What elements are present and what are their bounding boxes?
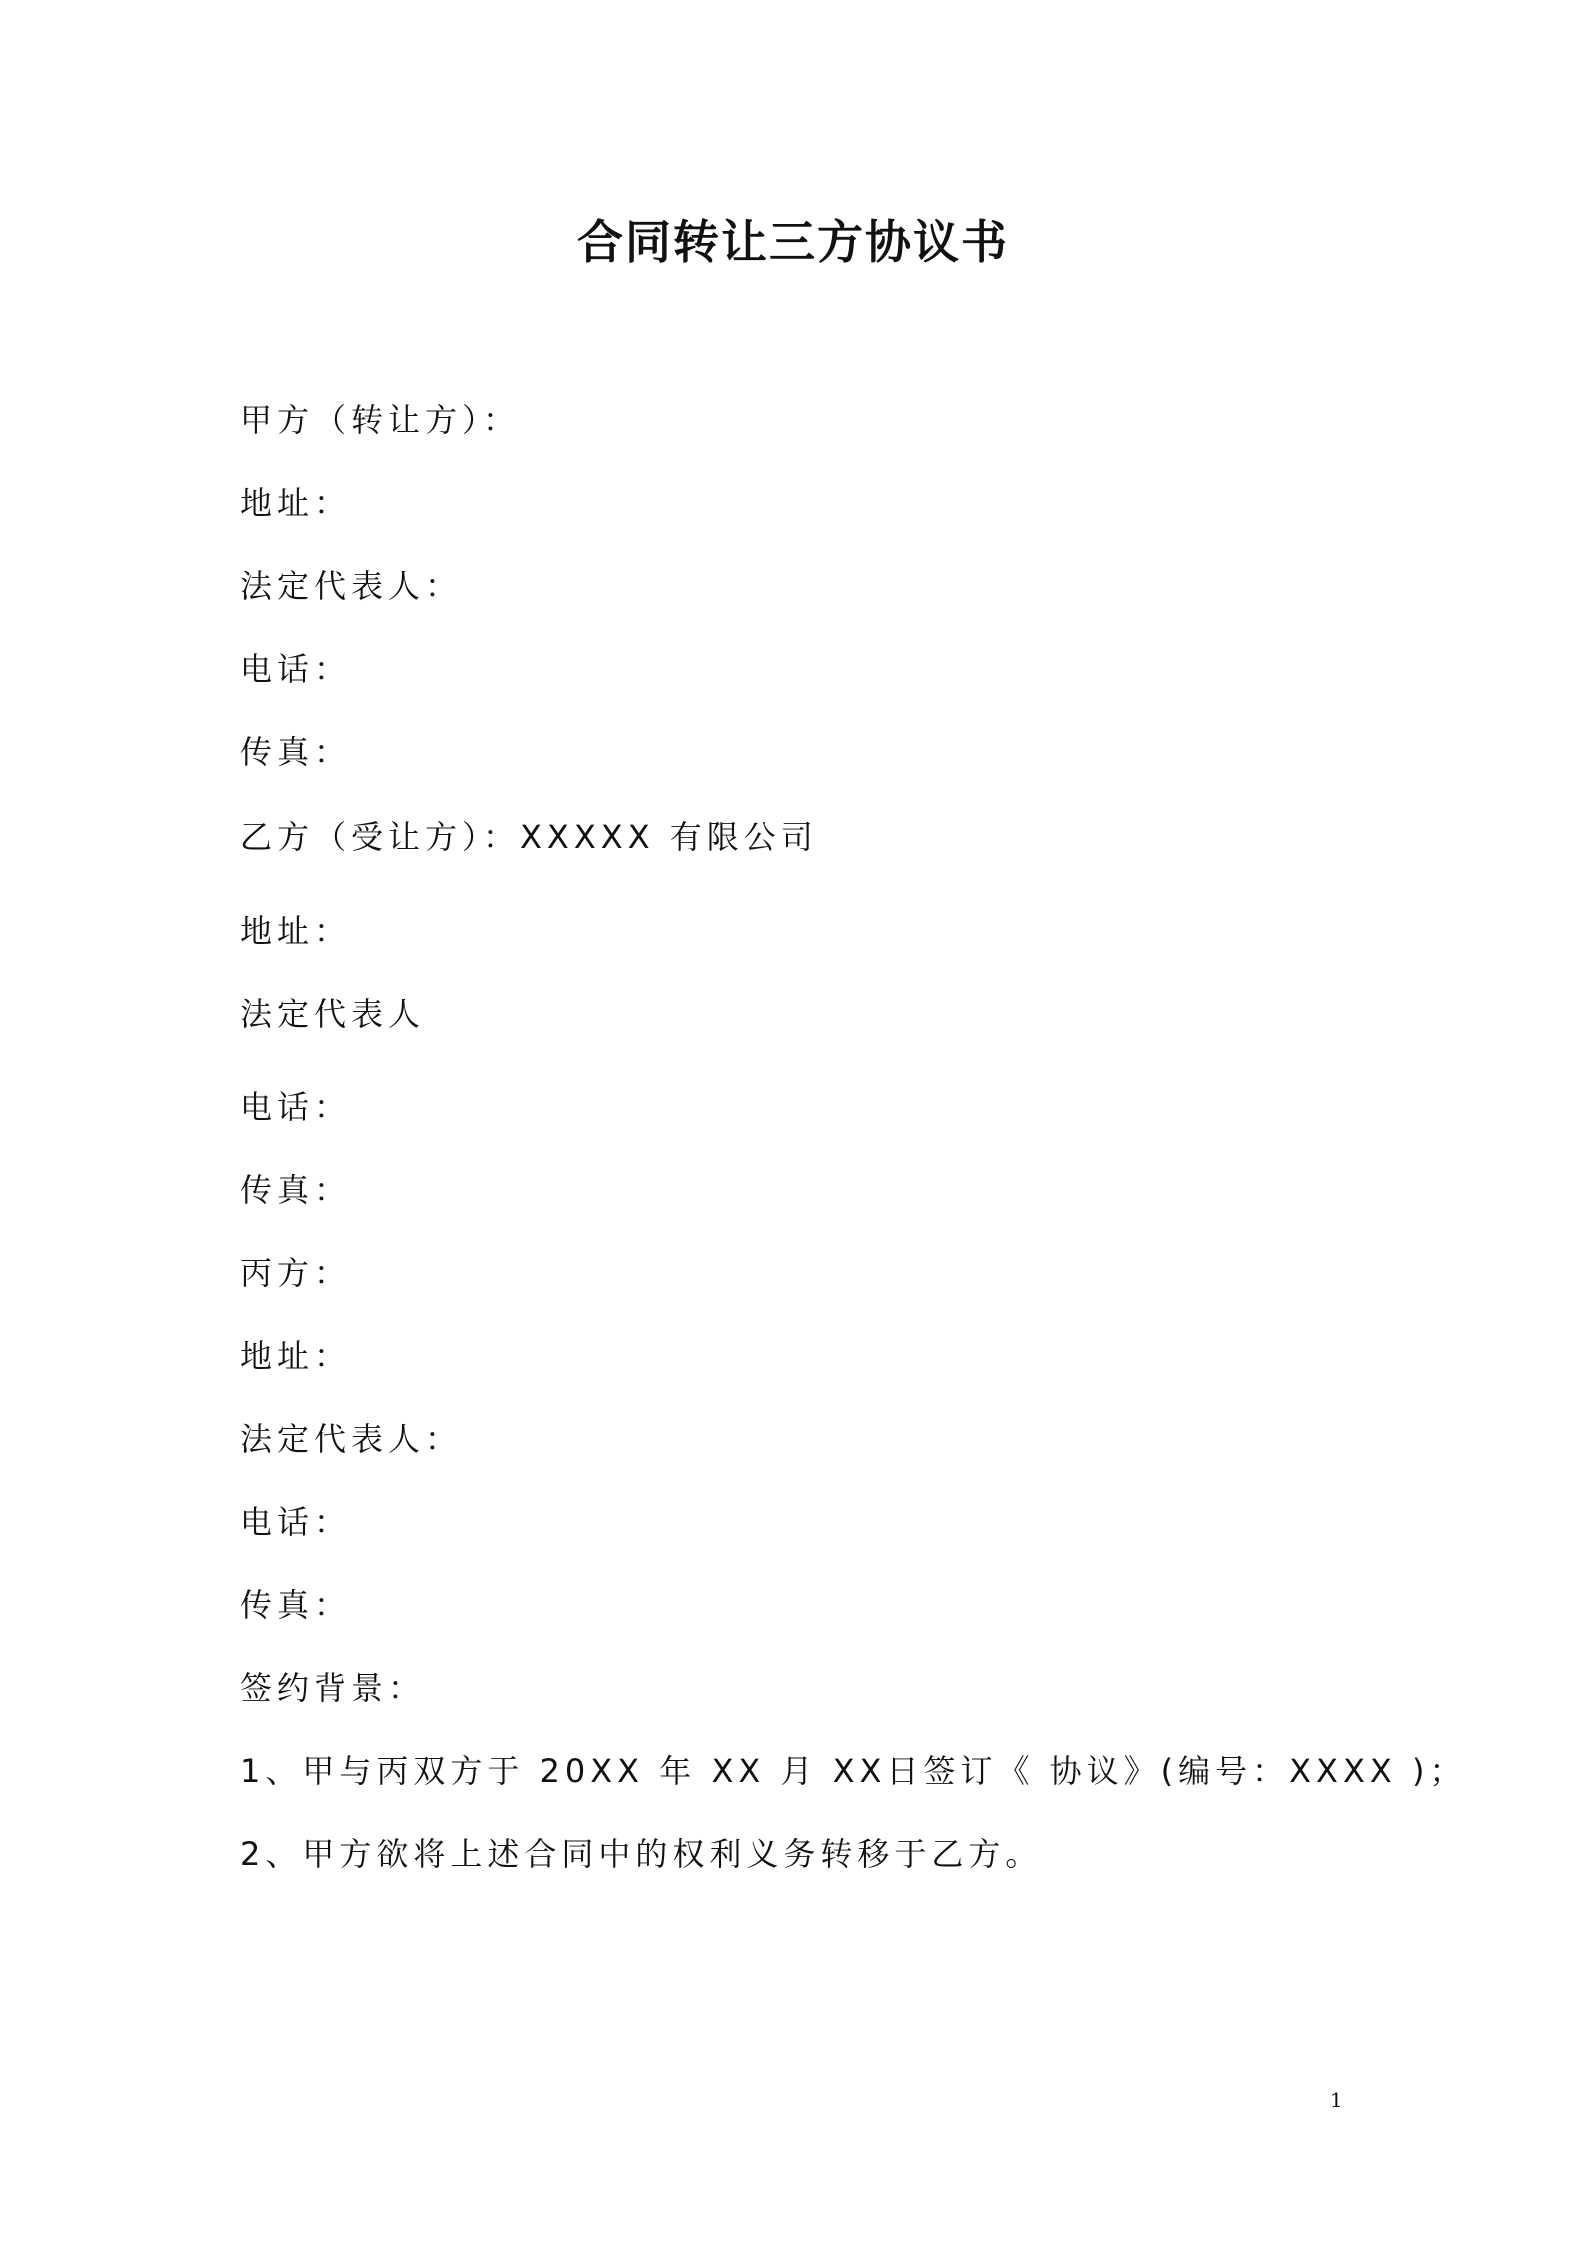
document-title: 合同转让三方协议书 <box>577 215 1009 269</box>
background-item-1: 1、甲与丙双方于 20XX 年 XX 月 XX日签订《 协议》(编号：XXXX )； <box>240 1752 1467 1790</box>
party-a-fax-label: 传真： <box>240 733 352 771</box>
party-b-legal-representative-label: 法定代表人 <box>240 995 426 1033</box>
party-b-label: 乙方（受让方）：XXXXX 有限公司 <box>240 818 818 856</box>
party-a-phone-label: 电话： <box>240 650 352 688</box>
party-c-legal-representative-label: 法定代表人： <box>240 1420 463 1458</box>
party-c-address-label: 地址： <box>240 1337 352 1375</box>
party-b-phone-label: 电话： <box>240 1088 352 1126</box>
party-c-phone-label: 电话： <box>240 1503 352 1541</box>
party-a-legal-representative-label: 法定代表人： <box>240 567 463 605</box>
party-c-label: 丙方： <box>240 1254 352 1292</box>
background-item-2: 2、甲方欲将上述合同中的权利义务转移于乙方。 <box>240 1835 1043 1873</box>
page-number: 1 <box>1330 2088 1343 2112</box>
party-b-fax-label: 传真： <box>240 1171 352 1209</box>
party-a-label: 甲方（转让方）： <box>240 401 521 439</box>
party-c-fax-label: 传真： <box>240 1586 352 1624</box>
signing-background-heading: 签约背景： <box>240 1669 426 1707</box>
party-b-address-label: 地址： <box>240 912 352 950</box>
party-a-address-label: 地址： <box>240 484 352 522</box>
